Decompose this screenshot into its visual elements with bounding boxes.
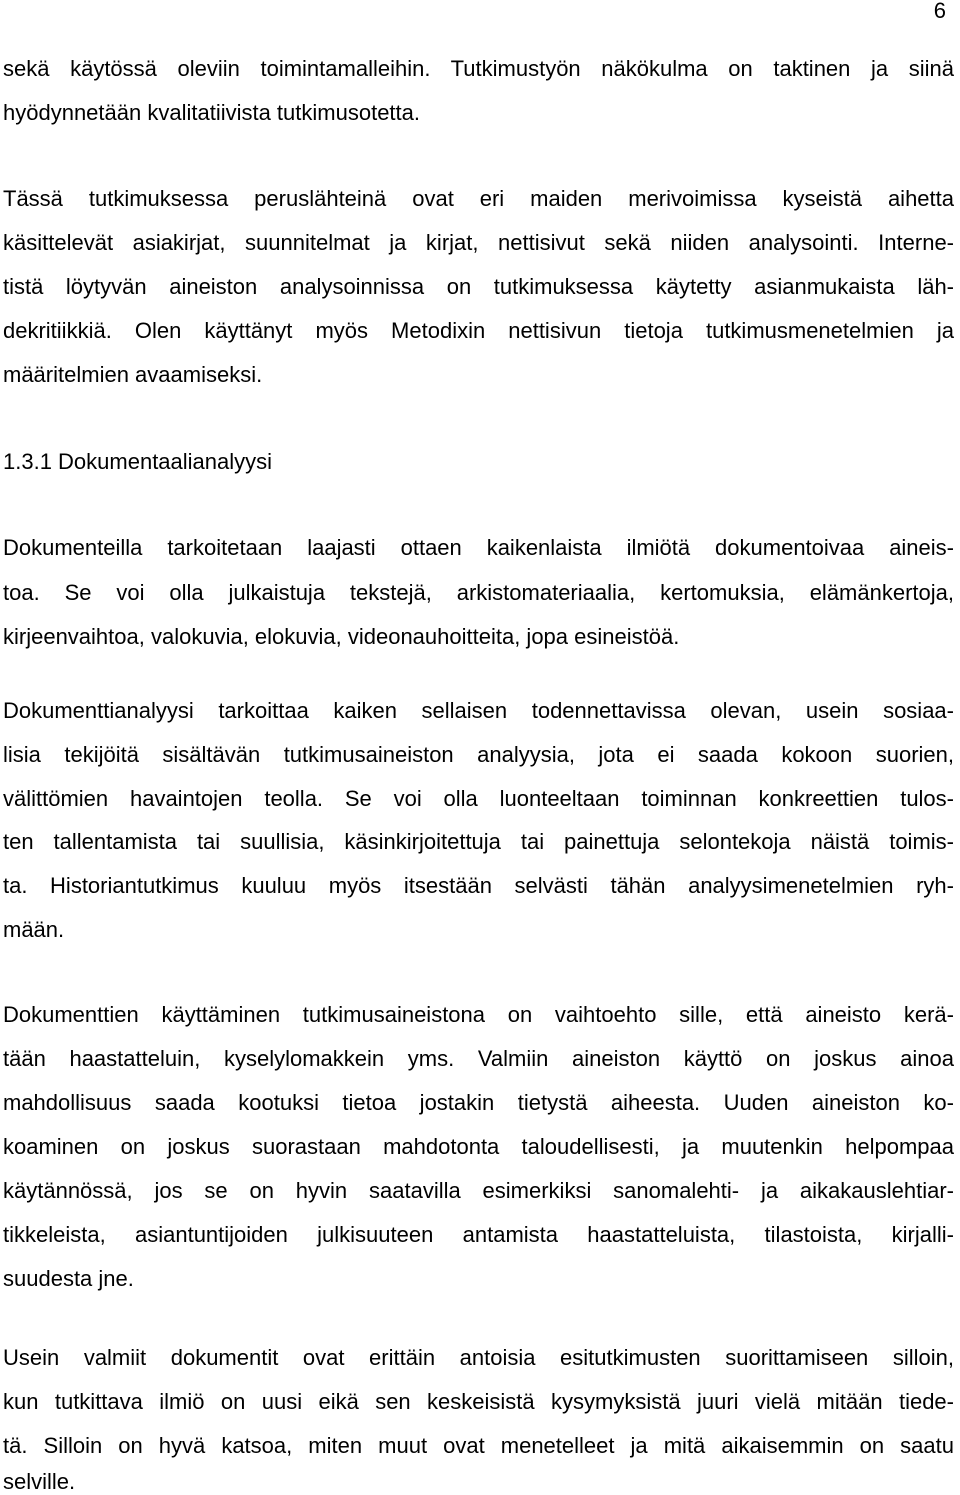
text-line: mahdollisuus saada kootuksi tietoa jostakin tietystä aiheesta. Uuden aineiston ko- — [3, 1090, 954, 1115]
text-line: tistä löytyvän aineiston analysoinnissa on tutkimuksessa käytetty asianmukaista läh- — [3, 274, 954, 299]
text-line: tikkeleista, asiantuntijoiden julkisuuteen antamista haastatteluista, tilastoista, kirjalli- — [3, 1222, 954, 1247]
text-line: lisia tekijöitä sisältävän tutkimusaineiston analyysia, jota ei saada kokoon suorien, — [3, 742, 954, 767]
text-line: toa. Se voi olla julkaistuja tekstejä, arkistomateriaalia, kertomuksia, elämänkertoja, — [3, 580, 954, 605]
text-line: välittömien havaintojen teolla. Se voi olla luonteeltaan toiminnan konkreettien tulos- — [3, 786, 954, 811]
text-line: tään haastatteluin, kyselylomakkein yms. Valmiin aineiston käyttö on joskus ainoa — [3, 1046, 954, 1071]
text-line: käsittelevät asiakirjat, suunnitelmat ja kirjat, nettisivut sekä niiden analysointi. Interne- — [3, 230, 954, 255]
text-line: ta. Historiantutkimus kuuluu myös itsestään selvästi tähän analyysimenetelmien ryh- — [3, 873, 954, 898]
text-line: kun tutkittava ilmiö on uusi eikä sen keskeisistä kysymyksistä juuri vielä mitään tiede- — [3, 1389, 954, 1414]
text-line: kirjeenvaihtoa, valokuvia, elokuvia, videonauhoitteita, jopa esineistöä. — [3, 624, 680, 649]
text-line: koaminen on joskus suorastaan mahdotonta taloudellisesti, ja muutenkin helpompaa — [3, 1134, 954, 1159]
text-line: Dokumenttianalyysi tarkoittaa kaiken sellaisen todennettavissa olevan, usein sosiaa- — [3, 698, 954, 723]
text-line: hyödynnetään kvalitatiivista tutkimusotetta. — [3, 100, 421, 125]
section-heading: 1.3.1 Dokumentaalianalyysi — [3, 449, 273, 474]
page-number: 6 — [933, 0, 946, 23]
text-line: ten tallentamista tai suullisia, käsinkirjoitettuja tai painettuja selontekoja näistä toimis- — [3, 829, 954, 854]
text-line: dekritiikkiä. Olen käyttänyt myös Metodixin nettisivun tietoja tutkimusmenetelmien ja — [3, 318, 954, 343]
text-line: sekä käytössä oleviin toimintamalleihin. Tutkimustyön näkökulma on taktinen ja siinä — [3, 56, 954, 81]
text-line: Tässä tutkimuksessa peruslähteinä ovat eri maiden merivoimissa kyseistä aihetta — [3, 186, 954, 211]
text-line: suudesta jne. — [3, 1266, 134, 1291]
text-line: Dokumenttien käyttäminen tutkimusaineistona on vaihtoehto sille, että aineisto kerä- — [3, 1002, 954, 1027]
text-line: selville. — [3, 1469, 76, 1494]
text-line: määritelmien avaamiseksi. — [3, 362, 263, 387]
text-line: mään. — [3, 917, 65, 942]
text-line: Usein valmiit dokumentit ovat erittäin antoisia esitutkimusten suorittamiseen silloin, — [3, 1345, 954, 1370]
text-line: tä. Silloin on hyvä katsoa, miten muut ovat menetelleet ja mitä aikaisemmin on saatu — [3, 1433, 954, 1458]
text-line: käytännössä, jos se on hyvin saatavilla esimerkiksi sanomalehti- ja aikakauslehtiar- — [3, 1178, 954, 1203]
text-line: Dokumenteilla tarkoitetaan laajasti ottaen kaikenlaista ilmiötä dokumentoivaa aineis- — [3, 535, 954, 560]
